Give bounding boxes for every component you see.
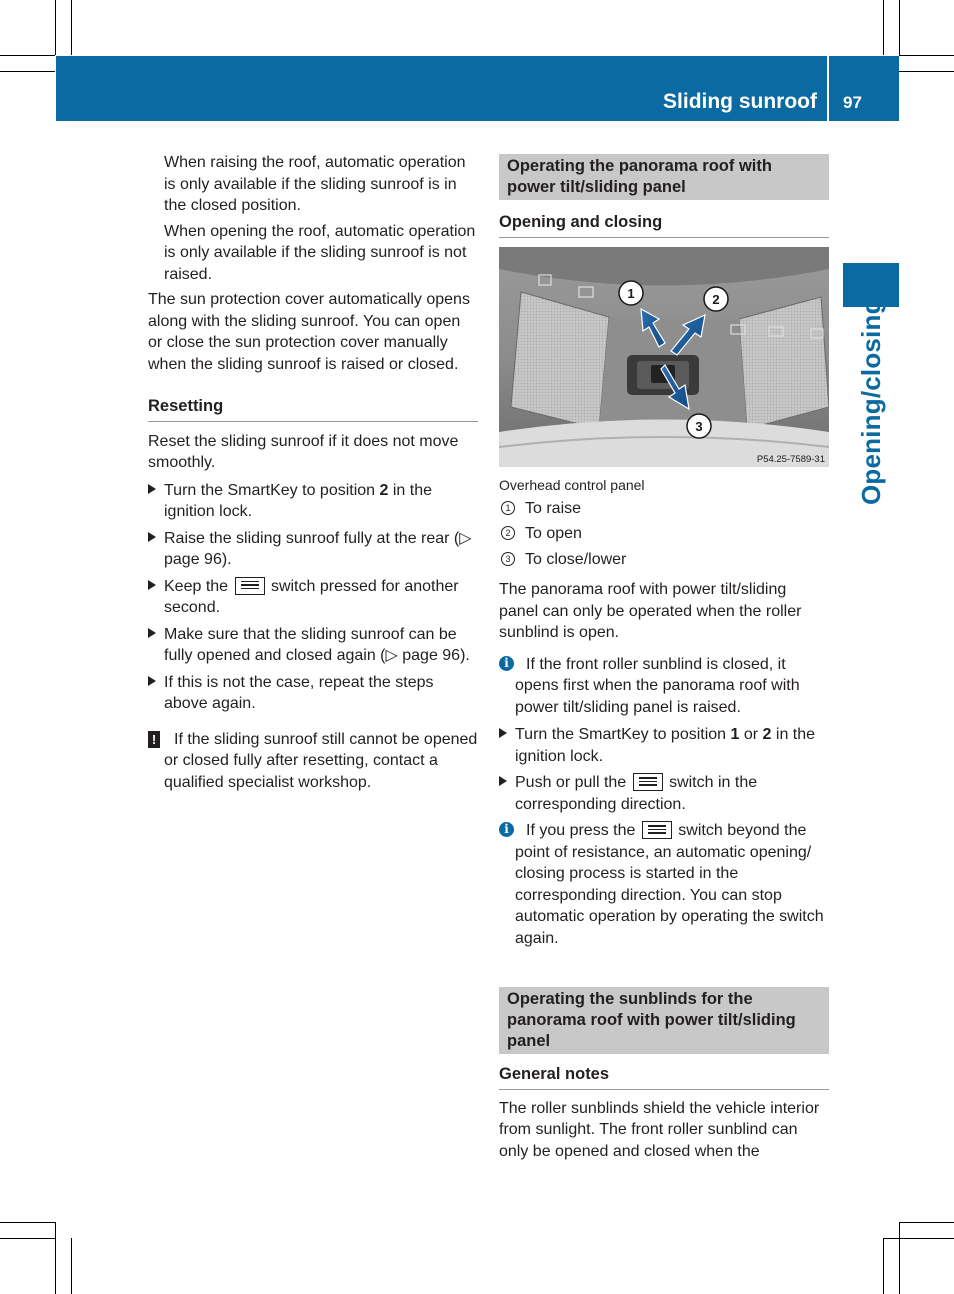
legend-item: 1 To raise xyxy=(499,498,829,520)
body-paragraph: The panorama roof with power tilt/sliding panel can only be operated when the roller sunblind is open. xyxy=(499,581,802,641)
figure-code: P54.25-7589-31 xyxy=(756,453,825,465)
step-item: Turn the SmartKey to position 2 in the ignition lock. xyxy=(148,480,478,523)
body-paragraph: The sun protection cover automatically opens along with the sliding sunroof. You can open or close the sun protection cover manually when the sliding sunroof is raised or closed. xyxy=(148,291,470,373)
sunroof-switch-icon xyxy=(633,773,663,791)
chapter-label: Opening/closing xyxy=(856,298,886,505)
arrow-bullet-icon xyxy=(148,676,156,686)
marker-3 xyxy=(687,414,711,438)
arrow-bullet-icon xyxy=(148,628,156,638)
svg-text:1: 1 xyxy=(627,285,635,301)
subheading-resetting: Resetting xyxy=(148,396,478,422)
body-paragraph: Reset the sliding sunroof if it does not move smoothly. xyxy=(148,432,459,471)
legend-item: 3 To close/lower xyxy=(499,549,829,571)
warning-note: ! If the sliding sunroof still cannot be opened or closed fully after resetting, contact a qualified specialist workshop. xyxy=(148,729,478,794)
sunroof-switch-icon xyxy=(642,821,672,839)
marker-2 xyxy=(704,287,728,311)
subheading-general-notes: General notes xyxy=(499,1064,829,1090)
step-item: If this is not the case, repeat the steps above again. xyxy=(148,672,478,715)
warning-icon: ! xyxy=(148,731,160,748)
intro-paragraph: When raising the roof, automatic operation is only available if the sliding sunroof is in the closed position. xyxy=(164,154,466,214)
arrow-bullet-icon xyxy=(148,532,156,542)
step-item: Keep the switch pressed for another second. xyxy=(148,576,478,619)
section-heading: Operating the sunblinds for the panorama roof with power tilt/sliding panel xyxy=(499,987,829,1054)
page-header xyxy=(56,56,899,121)
intro-paragraph: When opening the roof, automatic operation is only available if the sliding sunroof is not raised. xyxy=(164,222,476,283)
info-note: i If the front roller sunblind is closed, it opens first when the panorama roof with power tilt/sliding panel is raised. xyxy=(499,654,829,719)
header-divider xyxy=(827,56,829,121)
step-item: Raise the sliding sunroof fully at the rear (▷ page 96). xyxy=(148,528,478,571)
arrow-bullet-icon xyxy=(148,484,156,494)
section-title: Sliding sunroof xyxy=(663,90,817,113)
overhead-panel-illustration xyxy=(499,247,829,467)
body-paragraph: The roller sunblinds shield the vehicle interior from sunlight. The front roller sunblind can only be opened and closed when the xyxy=(499,1099,820,1160)
info-icon: i xyxy=(499,822,514,837)
marker-1 xyxy=(619,281,643,305)
page-number: 97 xyxy=(843,93,862,112)
sunroof-switch-icon xyxy=(235,577,265,595)
svg-text:2: 2 xyxy=(712,291,720,307)
arrow-bullet-icon xyxy=(499,776,507,786)
info-icon: i xyxy=(499,656,514,671)
right-column xyxy=(499,154,829,1162)
arrow-bullet-icon xyxy=(148,580,156,590)
step-item: Turn the SmartKey to position 1 or 2 in the ignition lock. xyxy=(499,724,829,767)
step-item: Push or pull the switch in the corresponding direction. xyxy=(499,772,829,815)
legend-item: 2 To open xyxy=(499,523,829,545)
section-heading: Operating the panorama roof with power tilt/sliding panel xyxy=(499,154,829,200)
svg-text:3: 3 xyxy=(695,418,703,434)
subheading-opening: Opening and closing xyxy=(499,212,829,238)
overhead-panel-figure xyxy=(499,247,829,467)
info-note: i If you press the switch beyond the point of resistance, an automatic opening/ closing process is started in the corresponding direction. You can stop automatic operation by operating the switch again. xyxy=(499,820,829,949)
arrow-bullet-icon xyxy=(499,728,507,738)
left-column xyxy=(148,152,478,799)
figure-caption: Overhead control panel xyxy=(499,476,645,493)
step-item: Make sure that the sliding sunroof can be fully opened and closed again (▷ page 96). xyxy=(148,624,478,667)
